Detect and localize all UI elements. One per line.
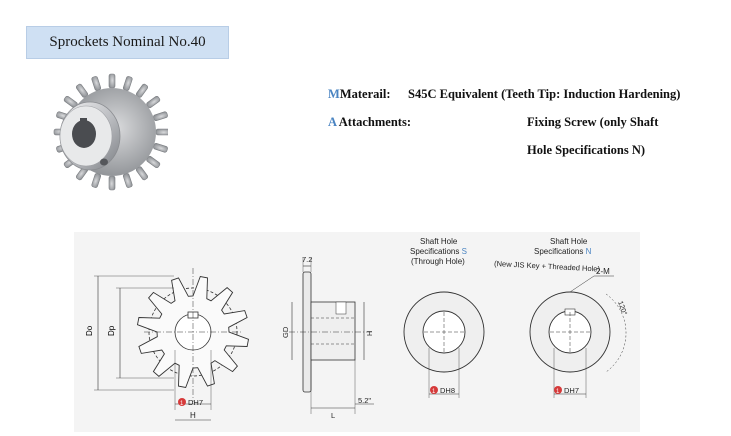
dim-h-side: H xyxy=(365,330,374,336)
drawing-svg xyxy=(74,232,640,432)
s-view xyxy=(404,292,484,398)
spec-material-letter: M xyxy=(328,87,340,101)
spec-attach-value-2: Hole Specifications N) xyxy=(527,143,646,157)
dim-h-front: H xyxy=(190,411,196,420)
sprocket-tooth xyxy=(91,76,101,91)
sprocket-tooth xyxy=(135,83,148,98)
dim-do: Do xyxy=(85,325,94,336)
sprocket-tooth xyxy=(123,76,133,91)
sprocket-tooth xyxy=(91,173,101,188)
sprocket-tooth xyxy=(146,155,161,168)
sprocket-photo xyxy=(46,70,168,192)
s-title-3: (Through Hole) xyxy=(411,257,465,266)
spec-attach-letter: A xyxy=(328,115,337,129)
dim-circle-front-num: 1 xyxy=(180,401,184,407)
n-title-1: Shaft Hole xyxy=(550,237,588,246)
dim-dh7-front: DH7 xyxy=(188,398,204,407)
spec-material xyxy=(328,87,390,102)
dim-dp: Dp xyxy=(107,325,116,336)
dim-52: 5.2" xyxy=(358,396,372,405)
spec-material-value: S45C Equivalent (Teeth Tip: Induction Hardening) xyxy=(408,87,681,101)
n-angle: 120° xyxy=(616,300,628,317)
spec-material-label: Materail: xyxy=(339,87,391,101)
n-title-2: Specifications N xyxy=(534,247,592,256)
n-dim-circle-num: 1 xyxy=(556,389,560,395)
side-hub xyxy=(311,302,355,360)
side-view xyxy=(289,258,374,414)
sprocket-tooth xyxy=(156,129,168,135)
sprocket-tooth xyxy=(146,95,161,108)
sprocket-tooth xyxy=(153,111,168,121)
s-title-1: Shaft Hole xyxy=(420,237,458,246)
s-dim-circle-num: 1 xyxy=(432,389,436,395)
dim-gd: GD xyxy=(281,326,290,338)
dim-72: 7.2 xyxy=(302,255,313,264)
sprocket-tooth xyxy=(75,83,88,98)
sprocket-tooth xyxy=(135,166,148,181)
s-title-2: Specifications S xyxy=(410,247,467,256)
n-title-3: (New JIS Key + Threaded Hole) xyxy=(493,259,601,274)
page-title xyxy=(26,26,229,59)
s-dim-dh8: DH8 xyxy=(440,386,456,395)
n-view xyxy=(530,276,626,398)
spec-attach-value-1: Fixing Screw (only Shaft xyxy=(527,115,659,129)
n-dim-dh7: DH7 xyxy=(564,386,580,395)
spec-attach-label: Attachments: xyxy=(338,115,411,129)
sprocket-tooth xyxy=(123,173,133,188)
dim-l: L xyxy=(331,411,336,420)
sprocket-tooth xyxy=(109,176,115,190)
sprocket-tooth xyxy=(109,74,115,88)
n-2m: 2-M xyxy=(596,267,610,276)
front-view xyxy=(94,268,249,420)
page-title-text: Sprockets Nominal No.40 xyxy=(49,34,206,50)
spec-attachments xyxy=(328,115,411,130)
sprocket-tooth xyxy=(153,143,168,153)
technical-drawing xyxy=(74,232,640,432)
